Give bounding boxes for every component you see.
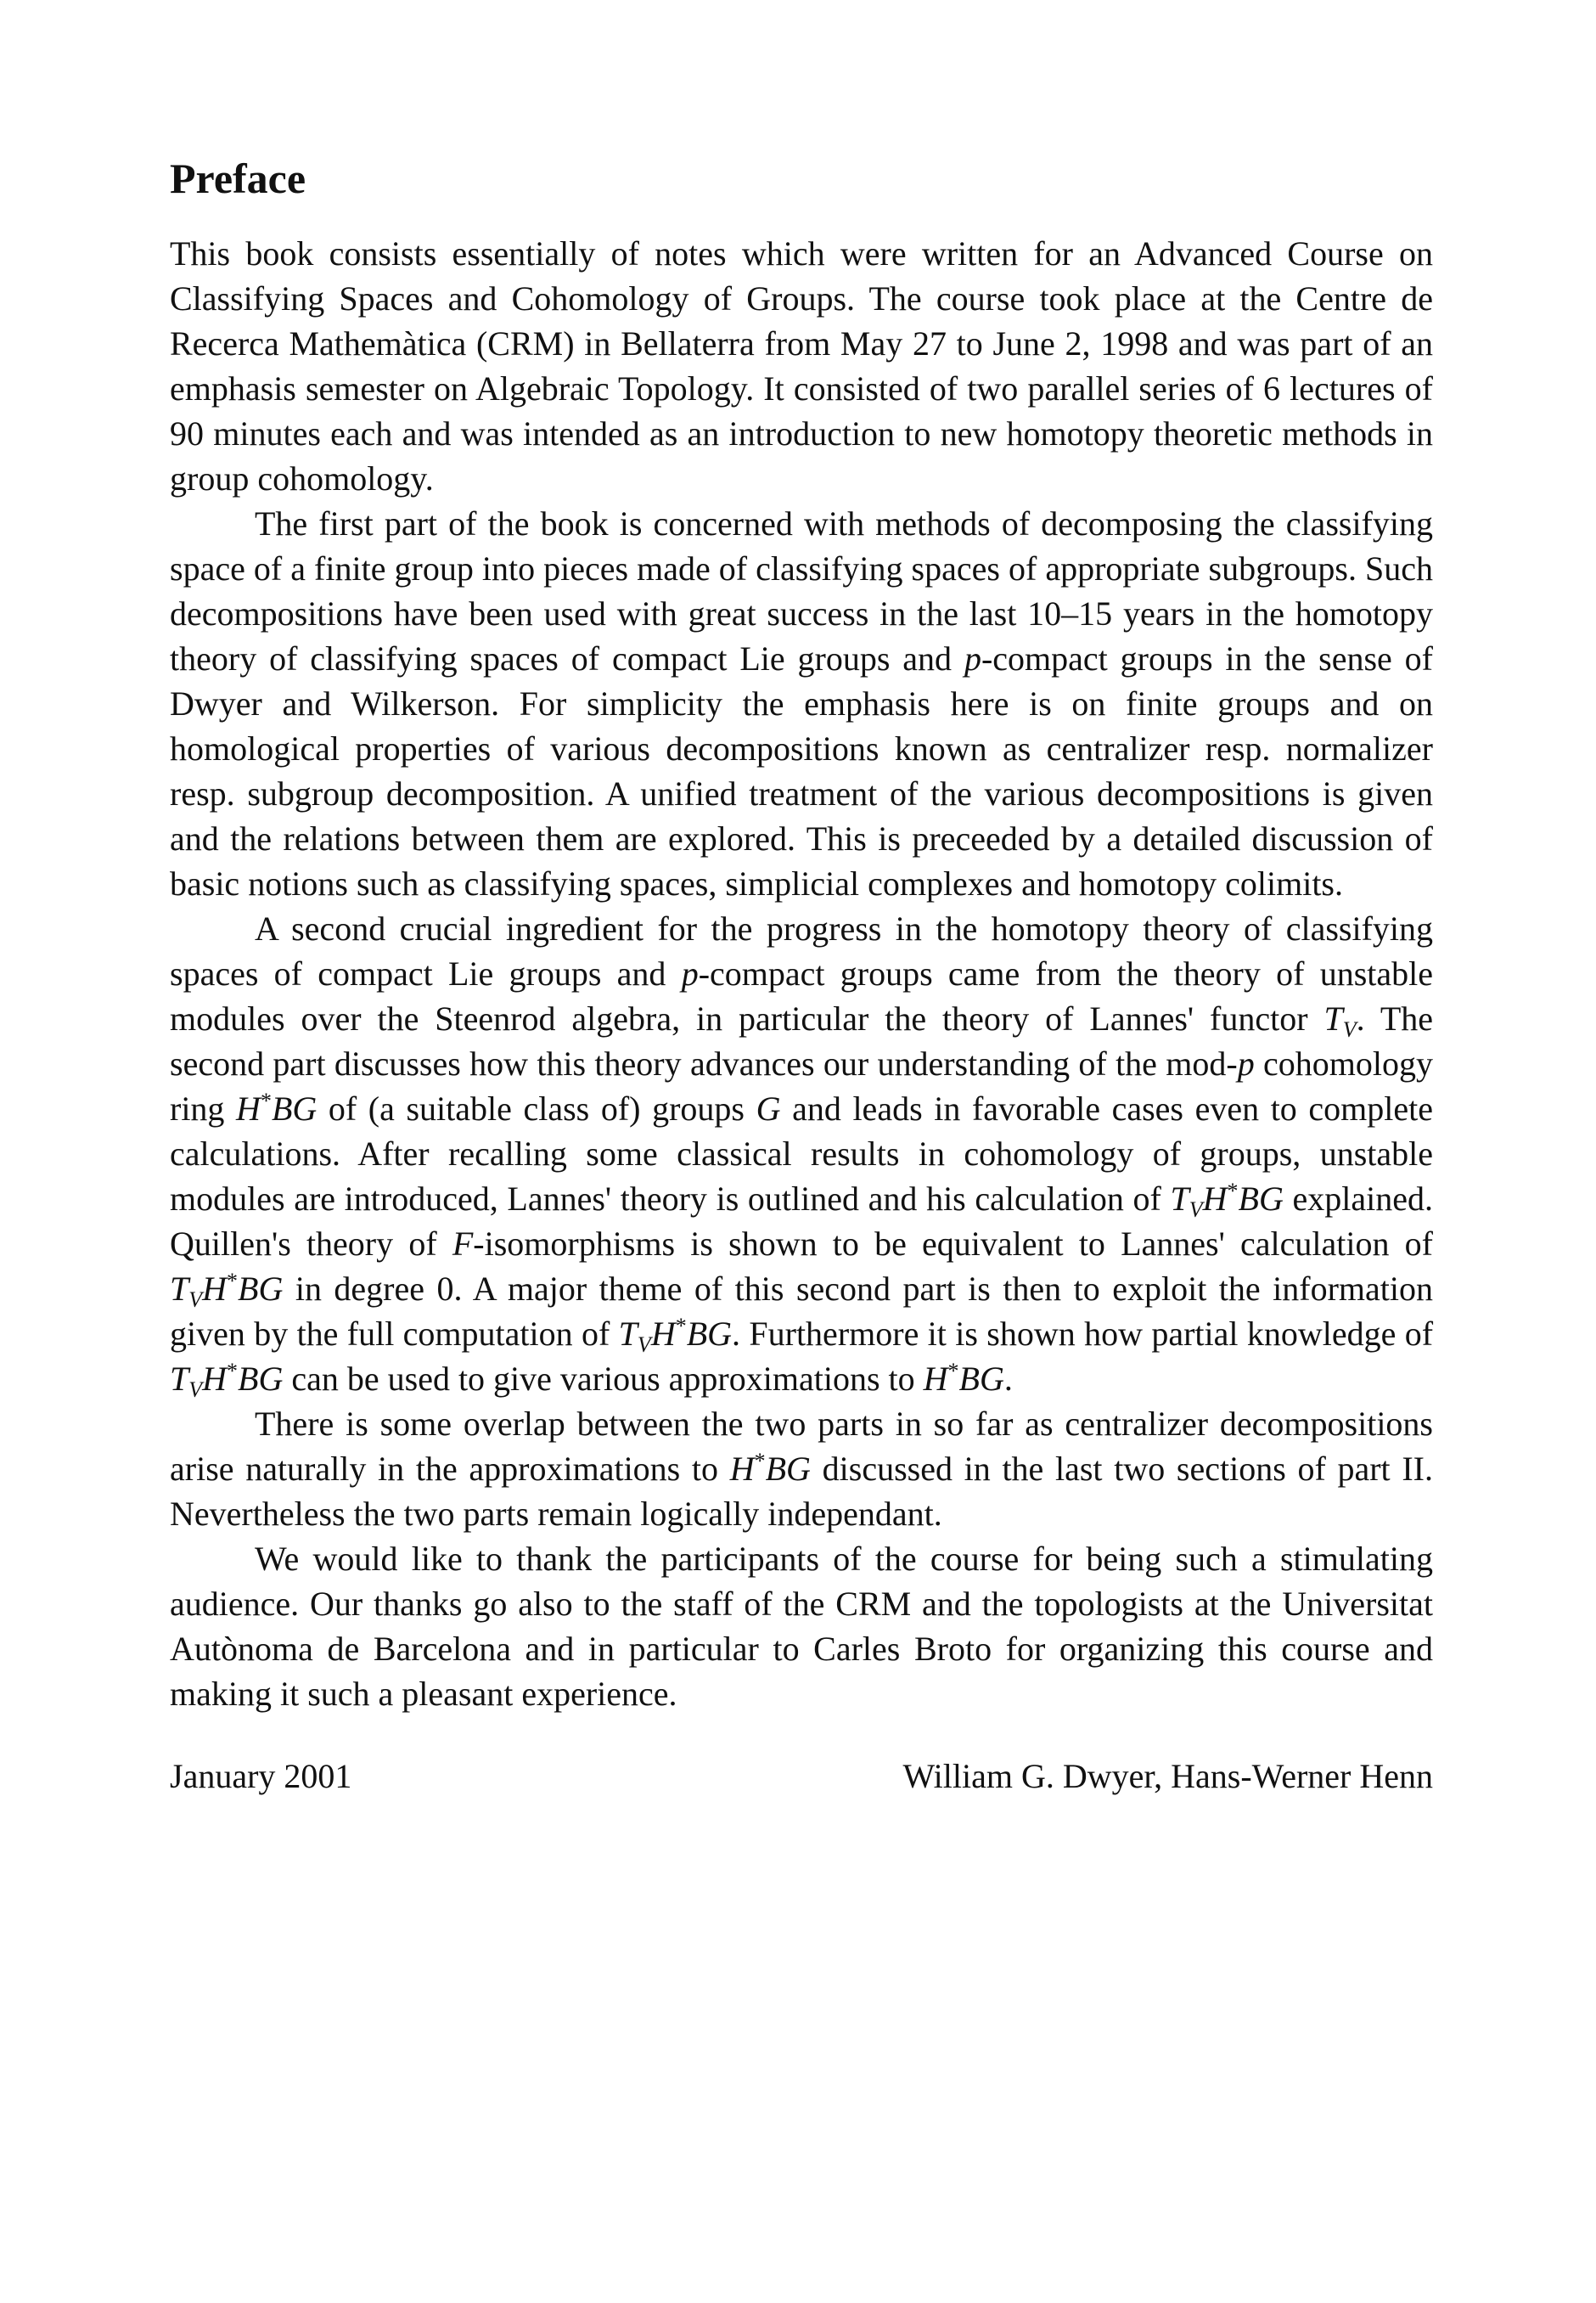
math-symbol: p <box>1237 1045 1255 1083</box>
math-symbol: * <box>227 1359 239 1383</box>
text-segment: explained. Quillen's theory of <box>170 1180 1433 1263</box>
math-symbol: BG <box>765 1450 811 1488</box>
math-symbol: T <box>618 1315 638 1353</box>
math-symbol: * <box>227 1269 239 1293</box>
math-symbol: G <box>756 1090 781 1128</box>
math-symbol: * <box>260 1089 272 1113</box>
math-symbol: H <box>202 1360 228 1398</box>
text-segment: -isomorphisms is shown to be equivalent to Lannes' calculation of <box>473 1225 1434 1263</box>
text-segment: . The second part discusses how this theory advances our understanding of the mod- <box>170 999 1434 1083</box>
math-symbol: p <box>964 639 981 678</box>
text-segment: in degree 0. A major theme of this second part is then to exploit the information given by the full computation of <box>170 1270 1433 1353</box>
math-symbol: V <box>1342 1017 1357 1042</box>
math-symbol: T <box>170 1270 189 1308</box>
math-symbol: BG <box>238 1360 284 1398</box>
math-symbol: H <box>729 1450 755 1488</box>
text-segment: . Furthermore it is shown how partial knowledge of <box>732 1315 1434 1353</box>
math-symbol: H <box>650 1315 676 1353</box>
math-symbol: T <box>170 1360 189 1398</box>
text-segment: discussed in the last two sections of part II. Nevertheless the two parts remain logically independant. <box>170 1450 1433 1533</box>
math-symbol: * <box>754 1449 766 1473</box>
paragraph-2 <box>170 501 1433 906</box>
paragraph-4 <box>170 1401 1433 1536</box>
text-segment: A second crucial ingredient for the progress in the homotopy theory of classifying spaces of compact Lie groups and <box>170 909 1433 993</box>
math-symbol: p <box>681 954 699 993</box>
math-symbol: BG <box>686 1315 733 1353</box>
math-symbol: H <box>236 1090 261 1128</box>
math-symbol: H <box>923 1360 948 1398</box>
text-segment: There is some overlap between the two parts in so far as centralizer decompositions arise naturally in the approximations to <box>170 1405 1433 1488</box>
text-segment: can be used to give various approximations to <box>283 1360 924 1398</box>
math-symbol: BG <box>238 1270 284 1308</box>
math-symbol: * <box>1227 1179 1239 1203</box>
text-segment: The first part of the book is concerned with methods of decomposing the classifying space of a finite group into pieces made of classifying spaces of appropriate subgroups. Such decompositions have been used with great success in the last 10–15 years in the homotopy theory of classifying spaces of compact Lie groups and <box>170 504 1433 678</box>
authors: William G. Dwyer, Hans-Werner Henn <box>902 1757 1433 1795</box>
preface-page <box>170 153 1433 1799</box>
math-symbol: V <box>188 1287 203 1312</box>
math-symbol: H <box>1202 1180 1228 1218</box>
text-segment: -compact groups in the sense of Dwyer and Wilkerson. For simplicity the emphasis here is on finite groups and on homological properties of various decompositions known as centralizer resp. normalizer resp. subgroup decomposition. A unified treatment of the various decompositions is given and the relations between them are explored. This is preceeded by a detailed discussion of basic notions such as classifying spaces, simplicial complexes and homotopy colimits. <box>170 639 1434 903</box>
paragraph-5: We would like to thank the participants of the course for being such a stimulating audience. Our thanks go also to the staff of the CRM and the topologists at the Universitat Autònoma de Barcelona and in particular to Carles Broto for organizing this course and making it such a pleasant experience. <box>170 1540 1433 1713</box>
signature-line <box>170 1754 1433 1799</box>
math-symbol: BG <box>958 1360 1004 1398</box>
math-symbol: * <box>675 1314 687 1338</box>
text-segment: and leads in favorable cases even to complete calculations. After recalling some classical results in cohomology of groups, unstable modules are introduced, Lannes' theory is outlined and his calculation of <box>170 1090 1434 1218</box>
text-segment: . <box>1003 1360 1013 1398</box>
math-symbol: * <box>947 1359 959 1383</box>
text-segment: of (a suitable class of) groups <box>317 1090 756 1128</box>
math-symbol: H <box>202 1270 228 1308</box>
math-symbol: F <box>452 1225 474 1263</box>
math-symbol: T <box>1170 1180 1189 1218</box>
math-symbol: BG <box>1238 1180 1284 1218</box>
text-segment: cohomology ring <box>170 1045 1433 1128</box>
math-symbol: BG <box>271 1090 318 1128</box>
math-symbol: V <box>637 1332 651 1357</box>
date: January 2001 <box>170 1757 352 1795</box>
page-title: Preface <box>170 155 306 202</box>
text-segment: -compact groups came from the theory of unstable modules over the Steenrod algebra, in particular the theory of Lannes' functor <box>170 954 1434 1038</box>
paragraph-1: This book consists essentially of notes which were written for an Advanced Course on Classifying Spaces and Cohomology of Groups. The course took place at the Centre de Recerca Mathemàtica (CRM) in Bellaterra from May 27 to June 2, 1998 and was part of an emphasis semester on Algebraic Topology. It consisted of two parallel series of 6 lectures of 90 minutes each and was intended as an introduction to new homotopy theoretic methods in group cohomology. <box>170 234 1433 498</box>
math-symbol: V <box>188 1377 203 1402</box>
math-symbol: T <box>1323 999 1343 1038</box>
paragraph-3 <box>170 906 1433 1401</box>
math-symbol: V <box>1189 1197 1203 1222</box>
